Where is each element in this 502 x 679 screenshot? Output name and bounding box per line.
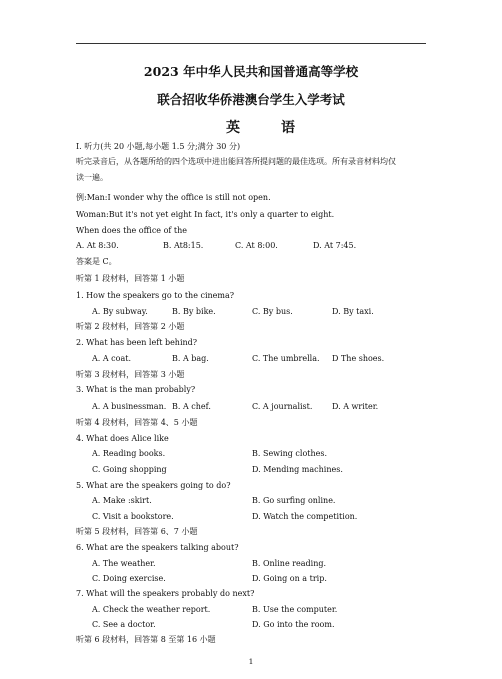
instructions-line2: 读一遍。 xyxy=(76,173,108,182)
q7-option-c: C. See a doctor. xyxy=(92,620,156,629)
example-option-a: A. At 8:30. xyxy=(76,241,119,250)
example-option-b: B. At8:15. xyxy=(163,241,204,250)
q5-option-c: C. Visit a bookstore. xyxy=(92,512,174,521)
section-heading: I. 听力(共 20 小题,每小题 1.5 分;满分 30 分) xyxy=(76,142,241,151)
q1-option-d: D. By taxi. xyxy=(332,307,374,316)
q1-option-b: B. By bike. xyxy=(172,307,216,316)
question-4: 4. What does Alice like xyxy=(76,434,169,443)
question-5: 5. What are the speakers going to do? xyxy=(76,481,231,490)
material-3: 听第 3 段材料，回答第 3 小题 xyxy=(76,370,185,379)
q1-option-c: C. By bus. xyxy=(252,307,293,316)
question-3: 3. What is the man probably? xyxy=(76,385,196,394)
q3-option-c: C. A journalist. xyxy=(252,402,313,411)
example-option-d: D. At 7:45. xyxy=(313,241,357,250)
q7-option-b: B. Use the computer. xyxy=(252,605,338,614)
q6-option-b: B. Online reading. xyxy=(252,559,327,568)
q2-option-b: B. A bag. xyxy=(172,354,209,363)
q6-option-c: C. Doing exercise. xyxy=(92,574,166,583)
example-dialogue-woman: Woman:But it's not yet eight In fact, it's only a quarter to eight. xyxy=(76,210,335,219)
exam-title-line1: 2023 年中华人民共和国普通高等学校 xyxy=(143,64,359,79)
q3-option-a: A. A businessman. xyxy=(92,402,167,411)
q6-option-d: D. Going on a trip. xyxy=(252,574,327,583)
q3-option-d: D. A writer. xyxy=(332,402,379,411)
q4-option-a: A. Reading books. xyxy=(92,449,166,458)
exam-title-line2: 联合招收华侨港澳台学生入学考试 xyxy=(157,92,345,107)
example-question: When does the office of the xyxy=(76,226,188,235)
question-7: 7. What will the speakers probably do next? xyxy=(76,589,255,598)
example-option-c: C. At 8:00. xyxy=(235,241,278,250)
material-5: 听第 5 段材料，回答第 6、7 小题 xyxy=(76,527,198,536)
question-6: 6. What are the speakers talking about? xyxy=(76,543,239,552)
material-1: 听第 1 段材料，回答第 1 小题 xyxy=(76,274,185,283)
q2-option-a: A. A coat. xyxy=(92,354,132,363)
question-2: 2. What has been left behind? xyxy=(76,338,198,347)
subject-char-2: 语 xyxy=(281,120,295,136)
subject-char-1: 英 xyxy=(226,120,240,136)
header-rule xyxy=(76,43,426,44)
material-6: 听第 6 段材料，回答第 8 至第 16 小题 xyxy=(76,635,216,644)
question-1: 1. How the speakers go to the cinema? xyxy=(76,291,235,300)
q7-option-a: A. Check the weather report. xyxy=(92,605,211,614)
instructions-line1: 听完录音后，从各题所给的四个选项中进出能回答所提问题的最佳选项。所有录音材料均仅 xyxy=(76,157,396,166)
q2-option-c: C. The umbrella. xyxy=(252,354,320,363)
material-4: 听第 4 段材料，回答第 4、5 小题 xyxy=(76,418,198,427)
q7-option-d: D. Go into the room. xyxy=(252,620,335,629)
q2-option-d: D The shoes. xyxy=(332,354,385,363)
q5-option-b: B. Go surfing online. xyxy=(252,496,336,505)
material-2: 听第 2 段材料，回答第 2 小题 xyxy=(76,322,185,331)
q5-option-a: A. Make :skirt. xyxy=(92,496,152,505)
example-answer: 答案是 C。 xyxy=(76,257,117,266)
q3-option-b: B. A chef. xyxy=(172,402,211,411)
q6-option-a: A. The weather. xyxy=(92,559,156,568)
q4-option-b: B. Sewing clothes. xyxy=(252,449,328,458)
q1-option-a: A. By subway. xyxy=(92,307,148,316)
page-number: 1 xyxy=(248,657,254,666)
q4-option-d: D. Mending machines. xyxy=(252,465,343,474)
q5-option-d: D. Watch the competition. xyxy=(252,512,358,521)
example-dialogue-man: 例:Man:I wonder why the office is still not open. xyxy=(76,193,271,202)
q4-option-c: C. Going shopping xyxy=(92,465,167,474)
